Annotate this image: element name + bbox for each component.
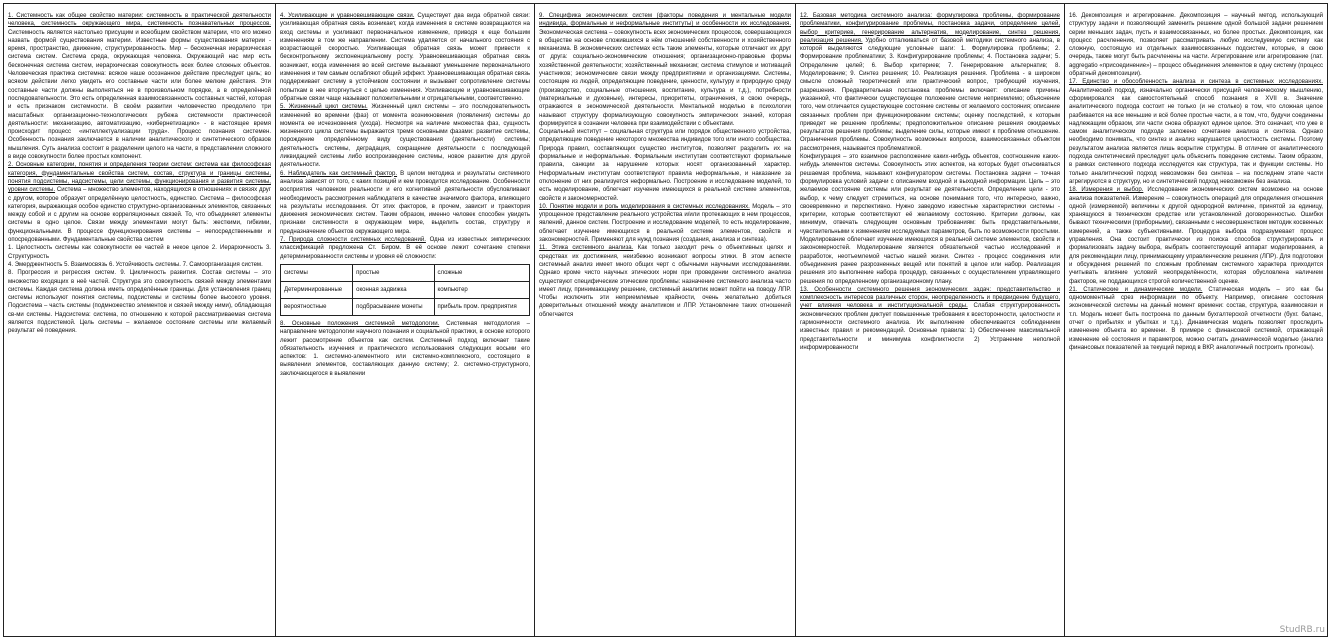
table-cell: оконная задвижка	[353, 281, 434, 298]
table-cell: сложные	[434, 264, 530, 281]
column-4	[795, 4, 1064, 636]
section-paragraph: 13. Особенности системного решения экономических задач: представительство и комплексность интересов различных сторон, неопределенность и предвидение будущего, учет влияния человека и институциональной среды. Слабая структурированность экономических проблем диктует повышенные требования к всесторонности, целостности и гармоничности системного анализа. Их выполнение обеспечивается соблюдением известных правил и рекомендаций. Основные правила: 1) Обеспечение максимальной представительности и минимума конфликтности 2) Устранение неполной информированности	[800, 286, 1060, 351]
section-paragraph: 7. Природа сложности системных исследований. Одна из известных эмпирических классификаций предложена Ст. Биром. В её основе лежит сочетание степени детерминированности системы и уровня её сложности:	[280, 237, 530, 260]
section-paragraph: 17. Единство и обособленность анализа и синтеза в системных исследованиях. Аналитический подход, изначально органически присущий человеческому мышлению, сформировался как самостоятельный способ познания в XVII в. Значение аналитического подхода состоит не только (и не столько) в том, что сложная целое разбивается на все меньшие и всё более простые части, а в том, что, будучи соединены надлежащим образом, эти части снова образуют единое целое. Это означает, что уже в самом аналитическом подходе заложено сочетание анализа и синтеза. Однако необходимо понимать, что синтез и анализ нарушается целостность системы. Поэтому результатом анализа является лишь вскрытие структуры. В отличие от аналитического подхода синтетический преследует цель объяснить поведение системы. Таким образом, в рамках системного подхода исследуется как структура, так и функции системы. Но только аналитический подход невозможен без синтеза – на последнем этапе части агрегируются в структуру, но и синтетический подход невозможен без анализа.	[1069, 79, 1323, 185]
section-paragraph: 8. Прогрессия и регрессия систем. 9. Цикличность развития. Состав системы – это множество входящих в неё частей. Структура это совокупность связей между элементами системы. Каждая система должна иметь определённые границы. Для установления границ системы используют понятия системы, подсистемы и системы более высокого уровня. Подсистема – часть системы (подмножество элементов и связей между ними), обладающая св-ми системы. Надсистема: система, по отношению к которой рассматриваемая система является подсистемой. Цель системы – желаемое состояние системы или желаемый результат её поведения.	[8, 270, 271, 335]
table-cell: простые	[353, 264, 434, 281]
section-paragraph: 6. Наблюдатель как системный фактор. В целом методика и результаты системного анализа зависят от того, с каких позиций и кем проводится исследование. Особенности восприятия человеком реальности и его когнитивной деятельности обусловливают необходимость рассмотрения наблюдателя в качестве значимого фактора, влияющего на результаты исследования. От этих факторов, в прочем, зависит и траектория движения экономических систем. Таким образом, именно человек способен увидеть признаки системности в окружающем мире, выделить состав, структуру и предназначение объектов окружающего мира.	[280, 170, 530, 235]
system-classification-table	[280, 264, 530, 316]
table-row	[281, 281, 530, 298]
table-cell: прибыль пром. предприятия	[434, 298, 530, 315]
section-paragraph: 1. Системность как общее свойство материи: системность в практической деятельности человека, системность окружающего мира, системность познавательных процессов. Системность является настолько присущим и всеобщим свойством материи, что его можно назвать формой существования материи. Известные формы существования материи - время, пространство, движение, структурированность. Мир – бесконечная иерархическая система систем. Система среда, окружающая человека. Окружающий нас мир есть бесконечная система систем, иерархическая совокупность всех более сложных объектов. Человеческая практика системна: всякое наше осознанное действие преследует цель; во всяком действии легко увидеть его составные части или более мелкие действия. Эти составные части должны выполняться не в произвольном порядке, а в определённой последовательности. Это есть определенная взаимосвязанность составных частей, которая и есть признаком системности. В своём развитии человечество преодолело три масштабных организационно-технологических рубежа системности практической деятельности: механизацию, автоматизацию, «кибернетизацию» - в настоящее время происходит процесс «интеллектуализации труда». Процесс познания системен. Особенность познания заключается в наличии аналитического и синтетического образов мышления. Суть анализа состоит в разделении целого на части, в представлении сложного в виде совокупности более простых компонент.	[8, 13, 271, 161]
section-paragraph: 10. Понятие модели и роль моделирования в системных исследованиях. Модель – это упрощенное представление реального устройства и/или протекающих в нем процессов, явлений, данное систем. Построение и исследование моделей, то есть моделирование, облегчает изучение имеющихся в реальной системе элементов, свойств и закономерностей. Применяют для нужд познания (создания, анализа и синтеза).	[539, 203, 791, 244]
table-cell: вероятностные	[281, 298, 353, 315]
section-paragraph: 8. Основные положения системной методологии. Системная методология – направление методологии научного познания и социальной практики, в основе которого лежит рассмотрение объектов как систем. Системный подход включает такие обязательность изучения и практического использования следующих восьми его аспектов: 1. системно-элементного или системно-комплексного, состоящего в выявлении элементов, составляющих данную систему; 2. системно-структурного, заключающегося в выявлении	[280, 320, 530, 377]
section-paragraph: 21. Статические и динамические модели. Статическая модель – это как бы одномоментный срез информации по объекту. Например, описание состояния экономической системы на данный момент времени: состав, структура, взаимосвязи и т.п. Модель может быть построена по данным бухгалтерской отчетности (бухг. баланс, отчет о прибылях и убытках и т.д.). Динамическая модель позволяет проследить изменение объекта во времени. В примере с финансовой системой, отражающей изменение её состояния и параметров, можно считать динамической моделью (анализ финансовых показателей за текущий период в ВКР, аналогичный построить прогнозы).	[1069, 286, 1323, 351]
section-paragraph: 11. Этика системного анализа. Как только заходит речь о объективных целях и средствах их достижения, неизбежно возникают вопросы этики. В этом аспекте системный анализ имеет много общих черт с обычными научными исследованиями. Однако кроме чисто научных этических норм при проведении системного анализа существуют специфические этические проблемы: назначение системного анализа часто имеет лицу, принимающему решение, системный аналитик может пойти на поводу ЛПР. Чтобы исключить эти неприемлемые крайности, очень желательно добиться доверительных отношений между аналитиком и ЛПР. Установление таких отношений облегчается	[539, 245, 791, 318]
column-5	[1064, 4, 1328, 636]
section-paragraph: Конфигурация – это взаимное расположение каких-нибудь объектов, соотношение каких-нибудь элементов системы. Совокупность этих аспектов, на которых будет отыскиваться решаемая проблема, называют конфигуратором системы. Постановка задачи – точная формулировка условий задачи с описанием входной и выходной информации. Цель – это желаемое состояние системы или результат ее деятельности. Определение цели - это выбор, к чему следует стремиться, на основе понимания того, что интересно, важно, своевременно и перспективно. Нужно заведомо известные характеристики системы - критерии, которые соответствуют её желаемому состоянию. Критерии должны, как минимум, отвечать следующим основным требованиям: быть представительными, чувствительными к изменениям исследуемых параметров, быть по возможности простыми. Моделирование облегчает изучение имеющихся в реальной системе элементов, свойств и закономерностей. Моделирование является обязательной частью исследований и разработок, неотъемлемой частью нашей жизни. Синтез - процесс соединения или объединения ранее разрозненных вещей или понятий в целое или набор. Реализация решения это выполнение набора процедур, связанных с осуществлением управляющего решения по определенному организационному плану.	[800, 154, 1060, 285]
section-paragraph: 1. Целостность системы как совокупности ее частей в некое целое 2. Иерархичность 3. Структурность	[8, 245, 271, 260]
table-cell: компьютер	[434, 281, 530, 298]
table-row	[281, 298, 530, 315]
section-paragraph: Социальный институт – социальная структура или порядок общественного устройства, определяющие поведение некоторого множества индивидов того или иного сообщества. Природа правил, составляющих существо институтов, позволяет разделить их на формальные и неформальные. Формальным институтам соответствуют формальные правила, санкции за нарушение которых носят организованный характер. Неформальным институтам соответствуют правила неформальные, и наказание за отклонение от них реализуется неформально. Построение и исследование моделей, то есть моделирование, облегчает изучение имеющихся в реальной системе элементов, свойств и закономерностей.	[539, 129, 791, 202]
table-cell: системы	[281, 264, 353, 281]
section-paragraph: 2. Основные категории, понятия и определения теории систем: система как философская категория, фундаментальные свойства систем, состав, структура и границы системы, понятия подсистемы, надсистемы, цели системы, функционирования и развития системы, уровни системы. Система – множество элементов, находящихся в отношениях и связях друг с другом, которое образует определённую целостность, единство. Система – философская категория, выражающая особое единство структурно-организованных элементов, связанных между собой и с другим на основе корреляционных связей. То, что объединяет элементы системы в одно целое. Связи между элементами могут быть: жесткими, гибкими, функциональными. В процессе функционирования системы – непосредственными и опосредованными. Фундаментальные свойства систем	[8, 162, 272, 244]
table-row	[281, 264, 530, 281]
section-paragraph: 5. Жизненный цикл системы. Жизненный цикл системы – это последовательность изменений во времени (фаз) от момента возникновения (появления) системы до момента ее исчезновения (ухода). Несмотря на наличие множества фаз, сущность жизненного цикла системы выражается тремя основными фазами: развитие системы, порождение определённому виду существования (деятельности) системы; деятельность системы, деградация, сокращение деятельности с последующей ликвидацией системы либо воспроизведение системы, новое развитие для другой деятельности.	[280, 104, 530, 169]
column-2	[275, 4, 534, 636]
column-1	[3, 4, 275, 636]
section-paragraph: 4. Эмерджентность 5. Взаимосвязь 6. Устойчивость системы. 7. Самоорганизация систем.	[8, 261, 263, 268]
column-3	[534, 4, 795, 636]
section-paragraph: 4. Усиливающие и уравновешивающие связи. Существует два вида обратной связи: усиливающая обратная связь возникает, когда изменения в системе возвращаются на вход системы и усиливают первоначальное изменение, приводя к еще большим изменениям в том же направлении. Система удаляется от начального состояния с возрастающей скоростью. Усиливающая обратная связь может привести к бесконтрольному экспоненциальному росту. Уравновешивающая обратная связь возникает, когда изменения во всей системе вызывают уменьшение первоначального изменения и тем самым ослабляют общий эффект. Уравновешивающая обратная связь поддерживает систему в устойчивом состоянии и вызывает сопротивление системы попыткам в нее вторгнуться с целью изменения. Усиливающие и уравновешивающие обратные связи чаще называют положительными и отрицательными, соответственно.	[280, 13, 530, 102]
site-watermark: StudRB.ru	[1279, 625, 1325, 635]
table-cell: подбрасывание монеты	[353, 298, 434, 315]
section-paragraph: 16. Декомпозиция и агрегирование. Декомпозиция – научный метод, использующий структуру задачи и позволяющий заменить решение одной большой задачи решением серии меньших задач, пусть и взаимосвязанных, но более простых. Декомпозиция, как процесс расчленения, позволяет рассматривать любую исследуемую систему как сложную, состоящую из отдельных взаимосвязанных подсистем, которые, в свою очередь, также могут быть расчленены на части. Агрегирование или агрегирование (лат. aggregatio «присоединение») – процесс объединения элементов в одну систему (процесс обратный декомпозиции).	[1069, 13, 1323, 78]
document-page	[3, 3, 1328, 637]
section-paragraph: 12. Базовая методика системного анализа: формулировка проблемы, формирование проблематики, конфигурирование проблемы, постановка задачи, определение целей, выбор критериев, генерирование альтернатив, моделирование, синтез решения, реализация решения. Удобно отталкиваться от базовой методики системного анализа, в которой выделяются следующие условные шаги: 1. Формулировка проблемы; 2. Формирование проблематики; 3. Конфигурирование проблемы; 4. Постановка задачи; 5. Определение целей; 6. Выбор критериев; 7. Генерирование альтернатив; 8. Моделирование; 9. Синтез решения; 10. Реализация решения. Проблема - в широком смысле сложный теоретический или практический вопрос, требующий изучения, разрешения. Предварительная постановка проблемы включает: описание причины указанной, что фактически существующее положение системе неприемлемо; объяснение того, чем отличается существующее состояние системы от желаемого состояния; описание связанных проблем при функционировании системы; оценку последствий, к которым приведет не решение проблемы; предположительное описание решения ожидаемых результатов решения проблемы; выделение силы, которые имеют к проблеме отношение. Ограничения проблемы. Совокупность возможных вопросов, взаимосвязанных объектом рассмотрения, называется проблематикой.	[800, 13, 1060, 152]
section-paragraph: 18. Измерения и выбор. Исследование экономических систем возможно на основе анализа показателей. Измерение – совокупность операций для определения отношения одной (измеряемой) величины к другой однородной величине, принятой за единицу, хранящуюся в техническом средстве или установленной договоренностью. Ошибки бывают техническими (приборными), связанными с несовершенством методик косвенных измерений, а также субъективными. Процедура выбора подразумевает процесс управления. Она состоит практически из поиска способов структурировать и формализовать задачу выбора, выбрать соответствующий аппарат моделирования, а для рекомендации лицу, принимающему управленческие решения (ЛПР). Для подготовки и обсуждения решений по сложным проблемам системного характера приходится учитывать влияние условий неопределённости, которая обусловлена наличием факторов, не поддающихся строгой количественной оценке.	[1069, 187, 1323, 285]
section-paragraph: 9. Специфика экономических систем (факторы поведения и ментальные модели индивида, формальные и неформальные институты) и особенности их исследования. Экономическая система – совокупность всех экономических процессов, совершающихся в обществе на основе сложившихся в нём отношений собственности и хозяйственного механизма. В экономических системах есть такие элементы, которые отличают их друг от друга: социально-экономические отношения; организационно-правовые формы хозяйственной деятельности; хозяйственный механизм; система стимулов и мотиваций участников; экономические связи между предприятиями и организациями. Системы, состоящие из людей, определяющие поведение, ценности, культуру и природную среду (производство, социальные отношения, воспитание, культура и т.д.), потребности (материальные и духовные), интересы, приоритеты, ограничения, в свою очередь, отражаются в экономической деятельности. Ментальной моделью в психологии называют структуру формализующую совокупность эмпирических знаний, которая формируется в сознании человека при взаимодействии с объектами.	[539, 13, 791, 127]
table-cell: Детерминированные	[281, 281, 353, 298]
